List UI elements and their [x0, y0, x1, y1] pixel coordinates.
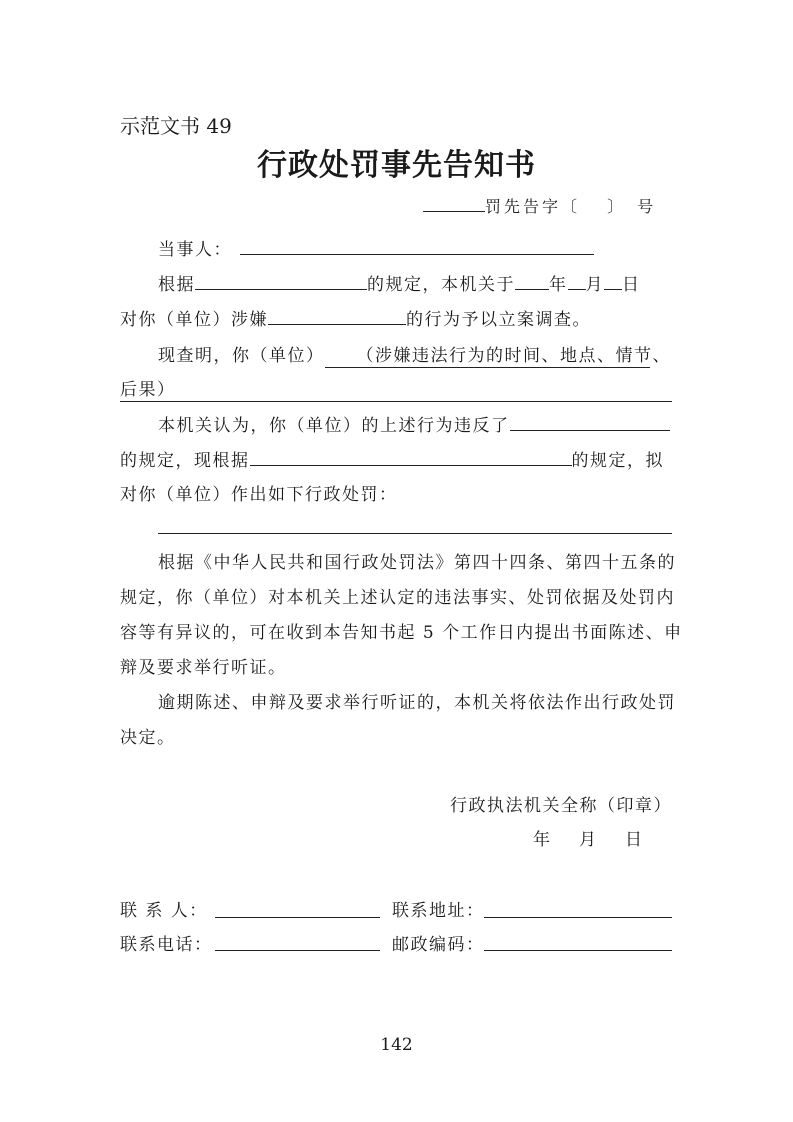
text: 现查明，你（单位）: [158, 346, 325, 366]
findings-line: [158, 345, 671, 368]
postcode-field[interactable]: [484, 950, 672, 951]
text: 对你（单位）涉嫌: [120, 310, 268, 330]
text: 年: [549, 275, 568, 295]
penalty-basis-field[interactable]: [250, 449, 572, 466]
postcode-label: 邮政编码：: [392, 935, 485, 955]
rights-line-3: 容等有异议的，可在收到本告知书起 5 个工作日内提出书面陈述、申: [120, 623, 683, 643]
contact-person-label: 联 系 人：: [120, 901, 208, 921]
contact-address-label: 联系地址：: [392, 901, 485, 921]
suspect-line: [120, 308, 591, 331]
party-line: [158, 238, 594, 261]
text: 根据: [158, 275, 195, 295]
findings-field-1[interactable]: （涉嫌违法行为的时间、地点、情节、: [325, 345, 650, 368]
text: 的行为予以立案调查。: [406, 310, 591, 330]
month-field[interactable]: [568, 273, 586, 290]
violated-law-field[interactable]: [510, 414, 670, 431]
doc-number-suffix: 罚先告字〔 〕 号: [485, 197, 657, 216]
text: 的规定，拟: [571, 451, 664, 471]
signature-date: 年 月 日: [533, 830, 648, 850]
deadline-line-1: 逾期陈述、申辩及要求举行听证的，本机关将依法作出行政处罚: [158, 693, 676, 713]
agency-seal: 行政执法机关全称（印章）: [450, 796, 672, 816]
form-label: 示范文书 49: [120, 114, 232, 138]
page-number: 142: [380, 1035, 413, 1055]
suspected-act-field[interactable]: [268, 308, 406, 325]
document-title: 行政处罚事先告知书: [257, 148, 536, 183]
violation-line: [158, 414, 670, 437]
basis-line: [158, 273, 641, 296]
contact-phone-field[interactable]: [215, 950, 380, 951]
text: 本机关认为，你（单位）的上述行为违反了: [158, 416, 510, 436]
document-number: [423, 194, 656, 217]
party-label: 当事人：: [158, 240, 232, 260]
basis-field[interactable]: [195, 273, 367, 290]
rights-line-4: 辩及要求举行听证。: [120, 658, 287, 678]
doc-number-prefix-blank[interactable]: [423, 195, 485, 212]
text: 月: [585, 275, 604, 295]
rights-line-1: 根据《中华人民共和国行政处罚法》第四十四条、第四十五条的: [158, 553, 676, 573]
findings-field-2[interactable]: 后果）: [120, 379, 672, 402]
penalty-basis-line: [120, 449, 664, 472]
text: 的规定，本机关于: [367, 275, 515, 295]
contact-address-field[interactable]: [484, 917, 672, 918]
party-field[interactable]: [240, 238, 594, 255]
contact-person-row: [120, 900, 208, 922]
text: 日: [622, 275, 641, 295]
text: 的规定，现根据: [120, 451, 250, 471]
contact-person-field[interactable]: [215, 917, 380, 918]
day-field[interactable]: [604, 273, 622, 290]
penalty-intro: 对你（单位）作出如下行政处罚：: [120, 485, 398, 505]
year-field[interactable]: [515, 273, 549, 290]
penalty-content-field[interactable]: [158, 533, 672, 534]
contact-phone-label: 联系电话：: [120, 935, 213, 955]
rights-line-2: 规定，你（单位）对本机关上述认定的违法事实、处罚依据及处罚内: [120, 588, 675, 608]
deadline-line-2: 决定。: [120, 728, 176, 748]
